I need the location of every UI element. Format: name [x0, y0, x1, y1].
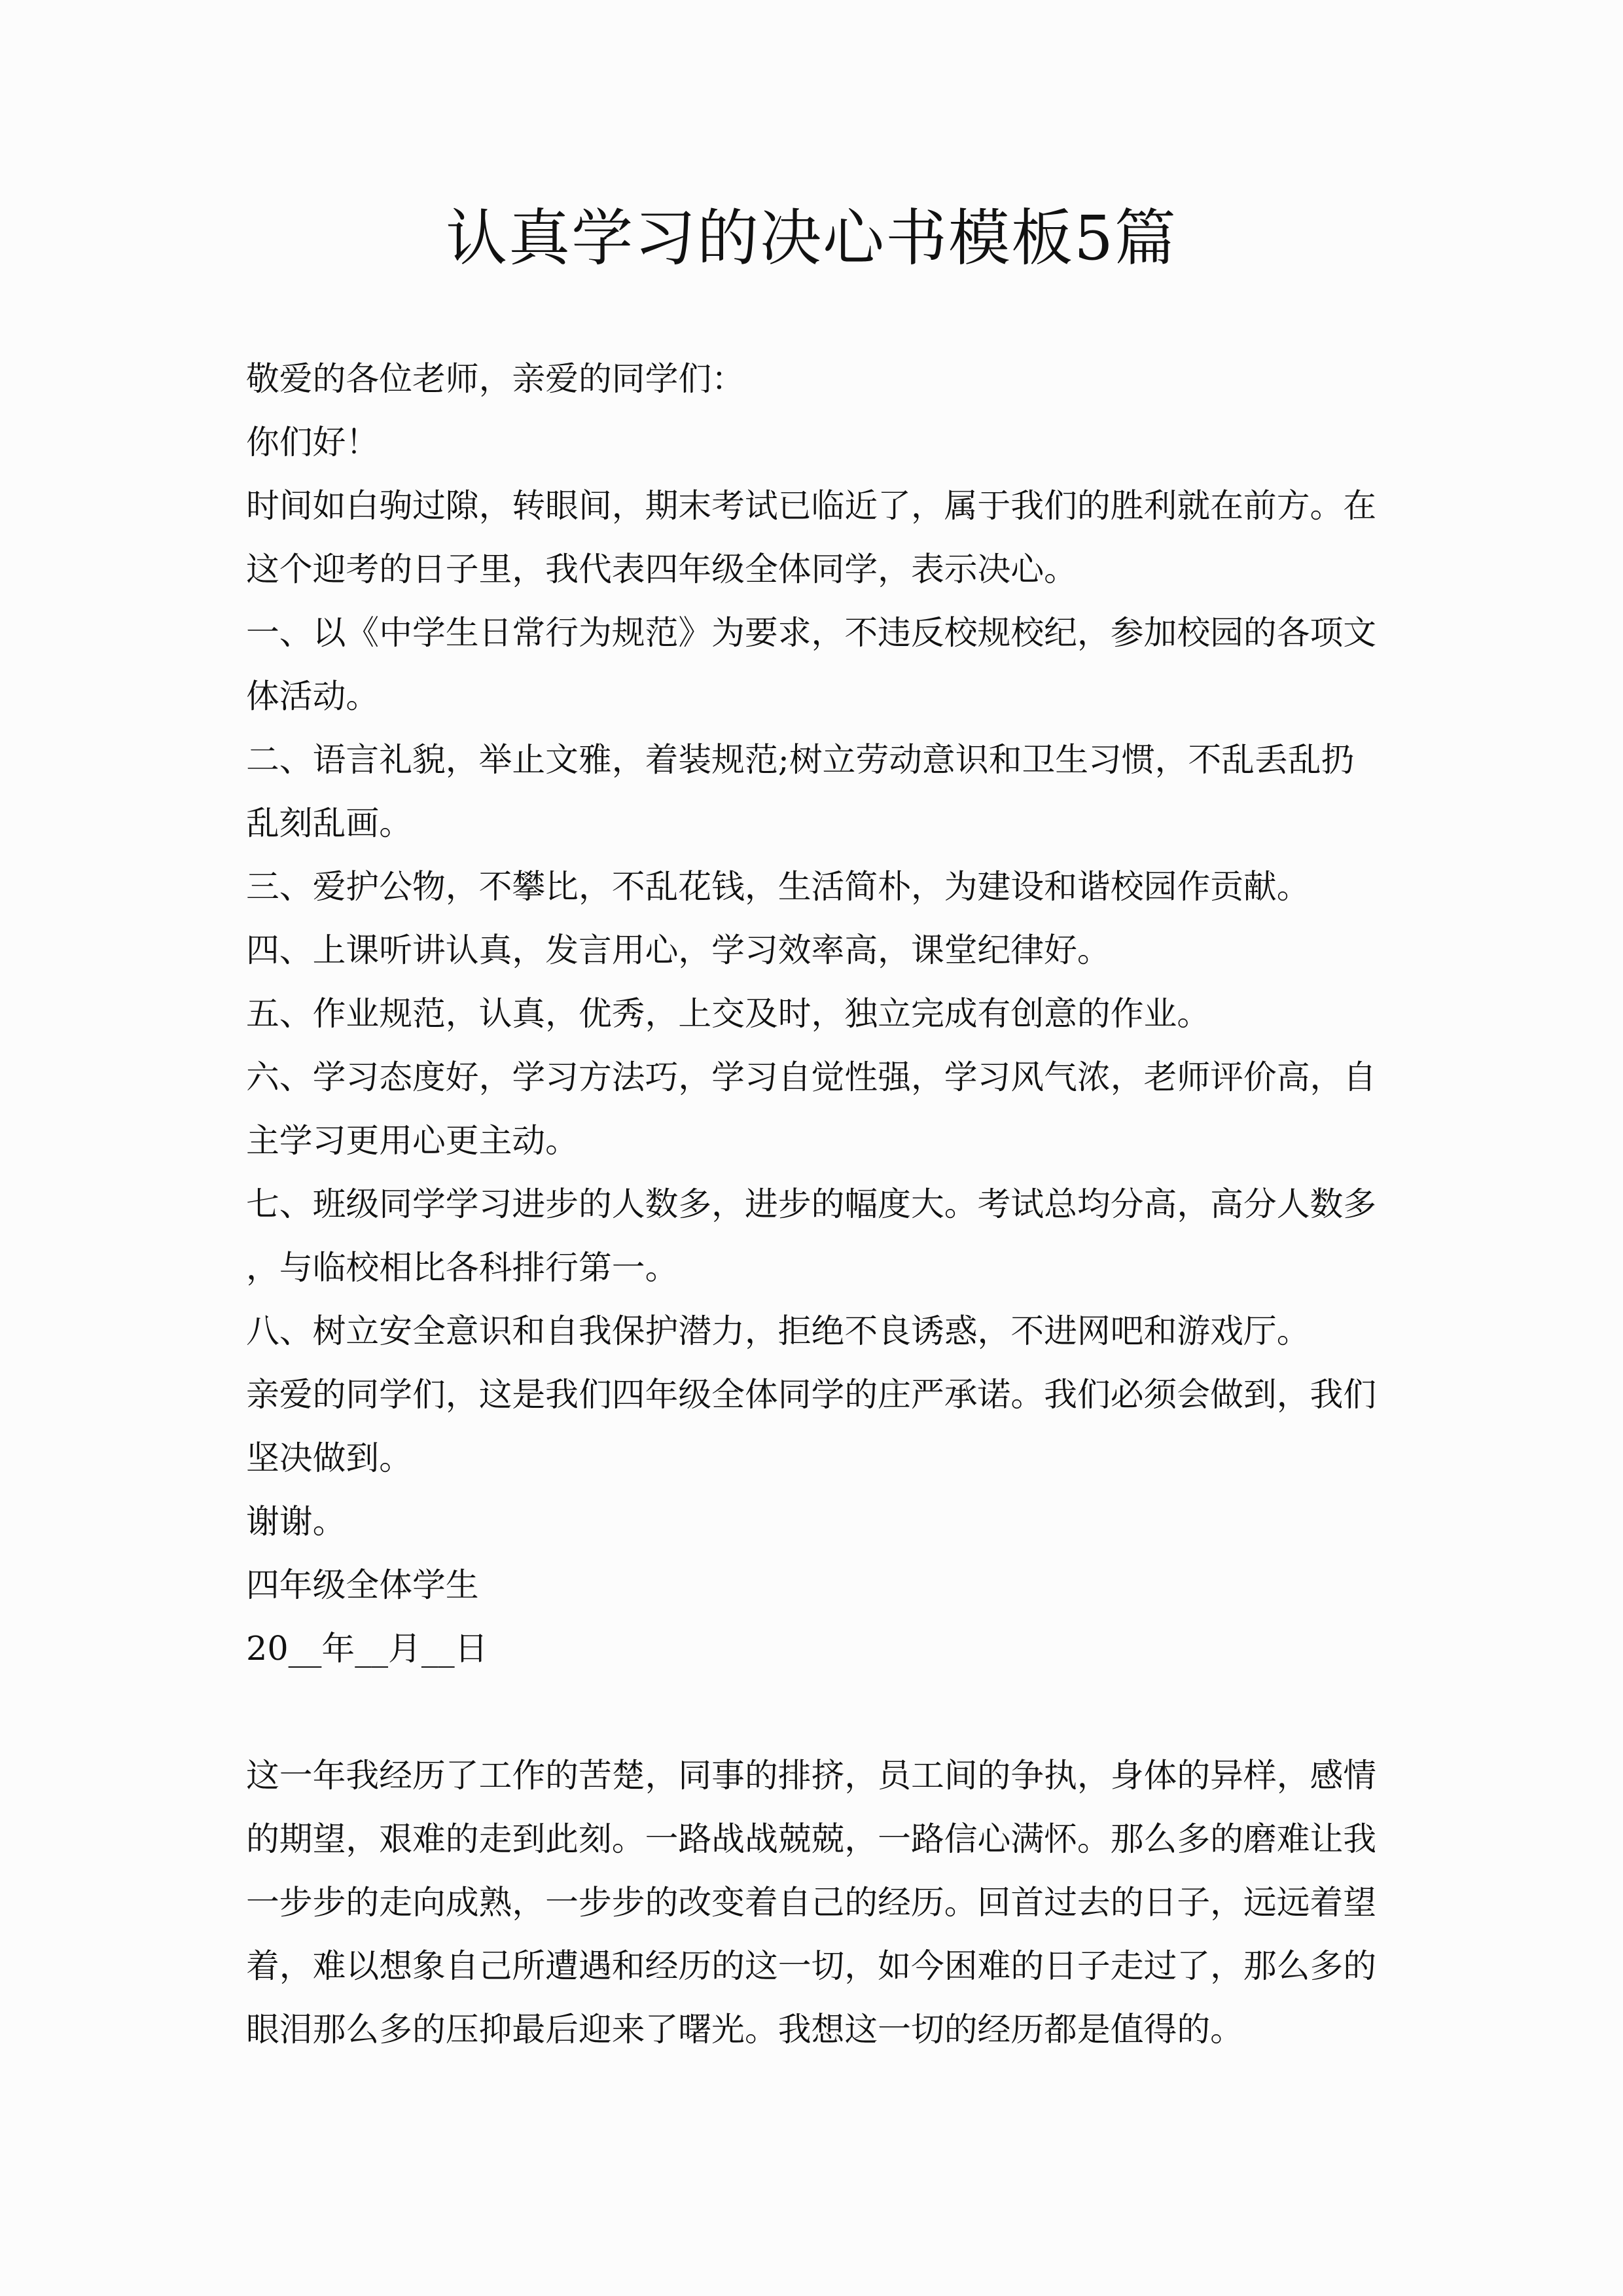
- closing-paragraph: 亲爱的同学们，这是我们四年级全体同学的庄严承诺。我们必须会做到，我们坚决做到。: [246, 1375, 1377, 1477]
- salutation: 敬爱的各位老师，亲爱的同学们：: [246, 359, 745, 398]
- pledge-item-3: 三、爱护公物，不攀比，不乱花钱，生活简朴，为建设和谐校园作贡献。: [246, 867, 1310, 906]
- pledge-item-5: 五、作业规范，认真，优秀，上交及时，独立完成有创意的作业。: [246, 994, 1211, 1033]
- pledge-item-4: 四、上课听讲认真，发言用心，学习效率高，课堂纪律好。: [246, 931, 1111, 969]
- pledge-item-7: 七、班级同学学习进步的人数多，进步的幅度大。考试总均分高，高分人数多，与临校相比各科排行第一。: [246, 1185, 1377, 1287]
- document-body: [246, 347, 1385, 2061]
- reflection-paragraph: 这一年我经历了工作的苦楚，同事的排挤，员工间的争执，身体的异样，感情的期望，艰难的走到此刻。一路战战兢兢，一路信心满怀。那么多的磨难让我一步步的走向成熟，一步步的改变着自己的经历。回首过去的日子，远远着望着，难以想象自己所遭遇和经历的这一切，如今困难的日子走过了，那么多的眼泪那么多的压抑最后迎来了曙光。我想这一切的经历都是值得的。: [246, 1756, 1377, 2049]
- pledge-item-2: 二、语言礼貌，举止文雅，着装规范;树立劳动意识和卫生习惯，不乱丢乱扔乱刻乱画。: [246, 740, 1355, 842]
- section-pledge: [246, 347, 1385, 1680]
- pledge-item-8: 八、树立安全意识和自我保护潜力，拒绝不良诱惑，不进网吧和游戏厅。: [246, 1312, 1310, 1350]
- pledge-item-1: 一、以《中学生日常行为规范》为要求，不违反校规校纪，参加校园的各项文体活动。: [246, 613, 1377, 715]
- section-divider-space: [246, 1680, 1385, 1744]
- thanks: 谢谢。: [246, 1502, 346, 1541]
- pledge-item-6: 六、学习态度好，学习方法巧，学习自觉性强，学习风气浓，老师评价高，自主学习更用心更主动。: [246, 1058, 1377, 1160]
- date-line: 20__年__月__日: [246, 1629, 488, 1668]
- greeting: 你们好！: [246, 423, 380, 461]
- page-title: 认真学习的决心书模板5篇: [446, 203, 1177, 274]
- intro-paragraph: 时间如白驹过隙，转眼间，期末考试已临近了，属于我们的胜利就在前方。在这个迎考的日子里，我代表四年级全体同学，表示决心。: [246, 486, 1377, 588]
- section-reflection: [246, 1744, 1385, 2061]
- signature: 四年级全体学生: [246, 1566, 479, 1604]
